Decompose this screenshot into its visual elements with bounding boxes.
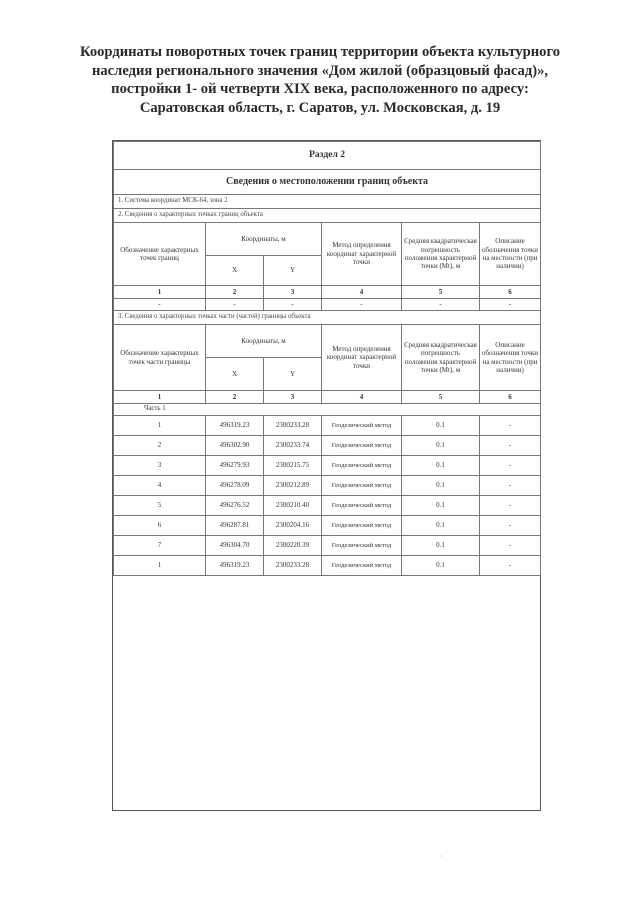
cell-description: - [480, 516, 541, 536]
table1-caption: 2. Сведения о характерных точках границ объекта [114, 209, 541, 223]
section-title: Раздел 2 [114, 142, 541, 170]
t2-col-accuracy: Средняя квадратическая погрешность положения характерной точки (Мt), м [402, 325, 480, 391]
cell-coord-y: 2300204.16 [264, 516, 322, 536]
t1-blank-cell: - [402, 299, 480, 311]
cell-coord-y: 2300212.89 [264, 476, 322, 496]
t2-col-number: 1 [114, 391, 206, 404]
cell-coord-y: 2300233.28 [264, 416, 322, 436]
cell-coord-y: 2300215.75 [264, 456, 322, 476]
t2-col-method: Метод определения координат характерной точки [322, 325, 402, 391]
title-line: постройки 1- ой четверти XIX века, расположенного по адресу: [111, 81, 529, 97]
cell-description: - [480, 416, 541, 436]
table-row [114, 516, 541, 536]
title-line: Саратовская область, г. Саратов, ул. Московская, д. 19 [139, 99, 501, 116]
table2-caption: 3. Сведения о характерных точках части (частей) границы объекта [114, 311, 541, 325]
cell-point-id: 1 [114, 556, 206, 576]
cell-description: - [480, 436, 541, 456]
cell-coord-y: 2300210.40 [264, 496, 322, 516]
coordinates-table [113, 141, 541, 576]
t2-col-y: Y [264, 358, 322, 391]
cell-method: Геодезический метод [322, 496, 402, 516]
t1-col-number: 4 [322, 286, 402, 299]
table-row [114, 556, 541, 576]
t1-blank-cell: - [264, 299, 322, 311]
cell-coord-x: 496319.23 [206, 556, 264, 576]
t1-col-x: X [206, 256, 264, 286]
cell-description: - [480, 476, 541, 496]
table-row [114, 496, 541, 516]
table-row [114, 456, 541, 476]
t1-col-method: Метод определения координат характерной точки [322, 223, 402, 286]
cell-description: - [480, 496, 541, 516]
cell-coord-x: 496304.70 [206, 536, 264, 556]
t1-col-accuracy: Средняя квадратическая погрешность положения характерной точки (Мt), м [402, 223, 480, 286]
t2-col-number: 2 [206, 391, 264, 404]
cell-accuracy: 0.1 [402, 416, 480, 436]
title-line: Координаты поворотных точек границ территории объекта культурного [79, 44, 561, 60]
cell-coord-x: 496319.23 [206, 416, 264, 436]
t2-col-x: X [206, 358, 264, 391]
t2-col-point: Обозначение характерных точек части границы [114, 325, 206, 391]
page-title [40, 43, 600, 117]
table-row [114, 436, 541, 456]
cell-coord-x: 496287.81 [206, 516, 264, 536]
part-label: Часть 1 [114, 404, 541, 416]
table-row [114, 416, 541, 436]
t2-col-number: 4 [322, 391, 402, 404]
cell-coord-x: 496302.90 [206, 436, 264, 456]
cell-coord-x: 496278.09 [206, 476, 264, 496]
cell-point-id: 6 [114, 516, 206, 536]
t2-col-coords: Координаты, м [206, 325, 322, 358]
table-row [114, 536, 541, 556]
table-row [114, 476, 541, 496]
t2-col-number: 5 [402, 391, 480, 404]
t1-col-number: 5 [402, 286, 480, 299]
t1-col-y: Y [264, 256, 322, 286]
cell-method: Геодезический метод [322, 456, 402, 476]
t1-blank-cell: - [114, 299, 206, 311]
t2-col-number: 3 [264, 391, 322, 404]
cell-method: Геодезический метод [322, 516, 402, 536]
cell-method: Геодезический метод [322, 476, 402, 496]
section-subtitle: Сведения о местоположении границ объекта [114, 170, 541, 195]
cell-point-id: 4 [114, 476, 206, 496]
cell-accuracy: 0.1 [402, 436, 480, 456]
cell-method: Геодезический метод [322, 536, 402, 556]
cell-accuracy: 0.1 [402, 496, 480, 516]
t1-blank-cell: - [480, 299, 541, 311]
cell-point-id: 7 [114, 536, 206, 556]
cell-point-id: 2 [114, 436, 206, 456]
t1-col-number: 2 [206, 286, 264, 299]
cell-accuracy: 0.1 [402, 456, 480, 476]
cell-accuracy: 0.1 [402, 556, 480, 576]
t1-col-number: 1 [114, 286, 206, 299]
cell-coord-y: 2300233.28 [264, 556, 322, 576]
cell-description: - [480, 556, 541, 576]
t1-col-coords: Координаты, м [206, 223, 322, 256]
coord-system: 1. Система координат МСК-64, зона 2 [114, 195, 541, 209]
stray-mark: · [440, 852, 443, 861]
t1-col-point: Обозначение характерных точек границ [114, 223, 206, 286]
cell-coord-y: 2300220.39 [264, 536, 322, 556]
title-line: наследия регионального значения «Дом жилой (образцовый фасад)», [91, 62, 549, 79]
t2-data-rows [114, 416, 541, 576]
cell-accuracy: 0.1 [402, 516, 480, 536]
t1-col-number: 3 [264, 286, 322, 299]
t1-blank-cell: - [322, 299, 402, 311]
cell-point-id: 3 [114, 456, 206, 476]
cell-coord-y: 2300233.74 [264, 436, 322, 456]
cell-point-id: 5 [114, 496, 206, 516]
t2-col-desc: Описание обозначения точки на местности (при наличии) [480, 325, 541, 391]
cell-method: Геодезический метод [322, 556, 402, 576]
t1-col-number: 6 [480, 286, 541, 299]
cell-coord-x: 496279.93 [206, 456, 264, 476]
cell-accuracy: 0.1 [402, 536, 480, 556]
t2-col-number: 6 [480, 391, 541, 404]
cell-point-id: 1 [114, 416, 206, 436]
cell-coord-x: 496276.52 [206, 496, 264, 516]
t1-col-desc: Описание обозначения точки на местности (при наличии) [480, 223, 541, 286]
cell-accuracy: 0.1 [402, 476, 480, 496]
cell-description: - [480, 536, 541, 556]
cell-method: Геодезический метод [322, 416, 402, 436]
cell-description: - [480, 456, 541, 476]
t1-blank-cell: - [206, 299, 264, 311]
cell-method: Геодезический метод [322, 436, 402, 456]
document-frame [112, 140, 541, 811]
